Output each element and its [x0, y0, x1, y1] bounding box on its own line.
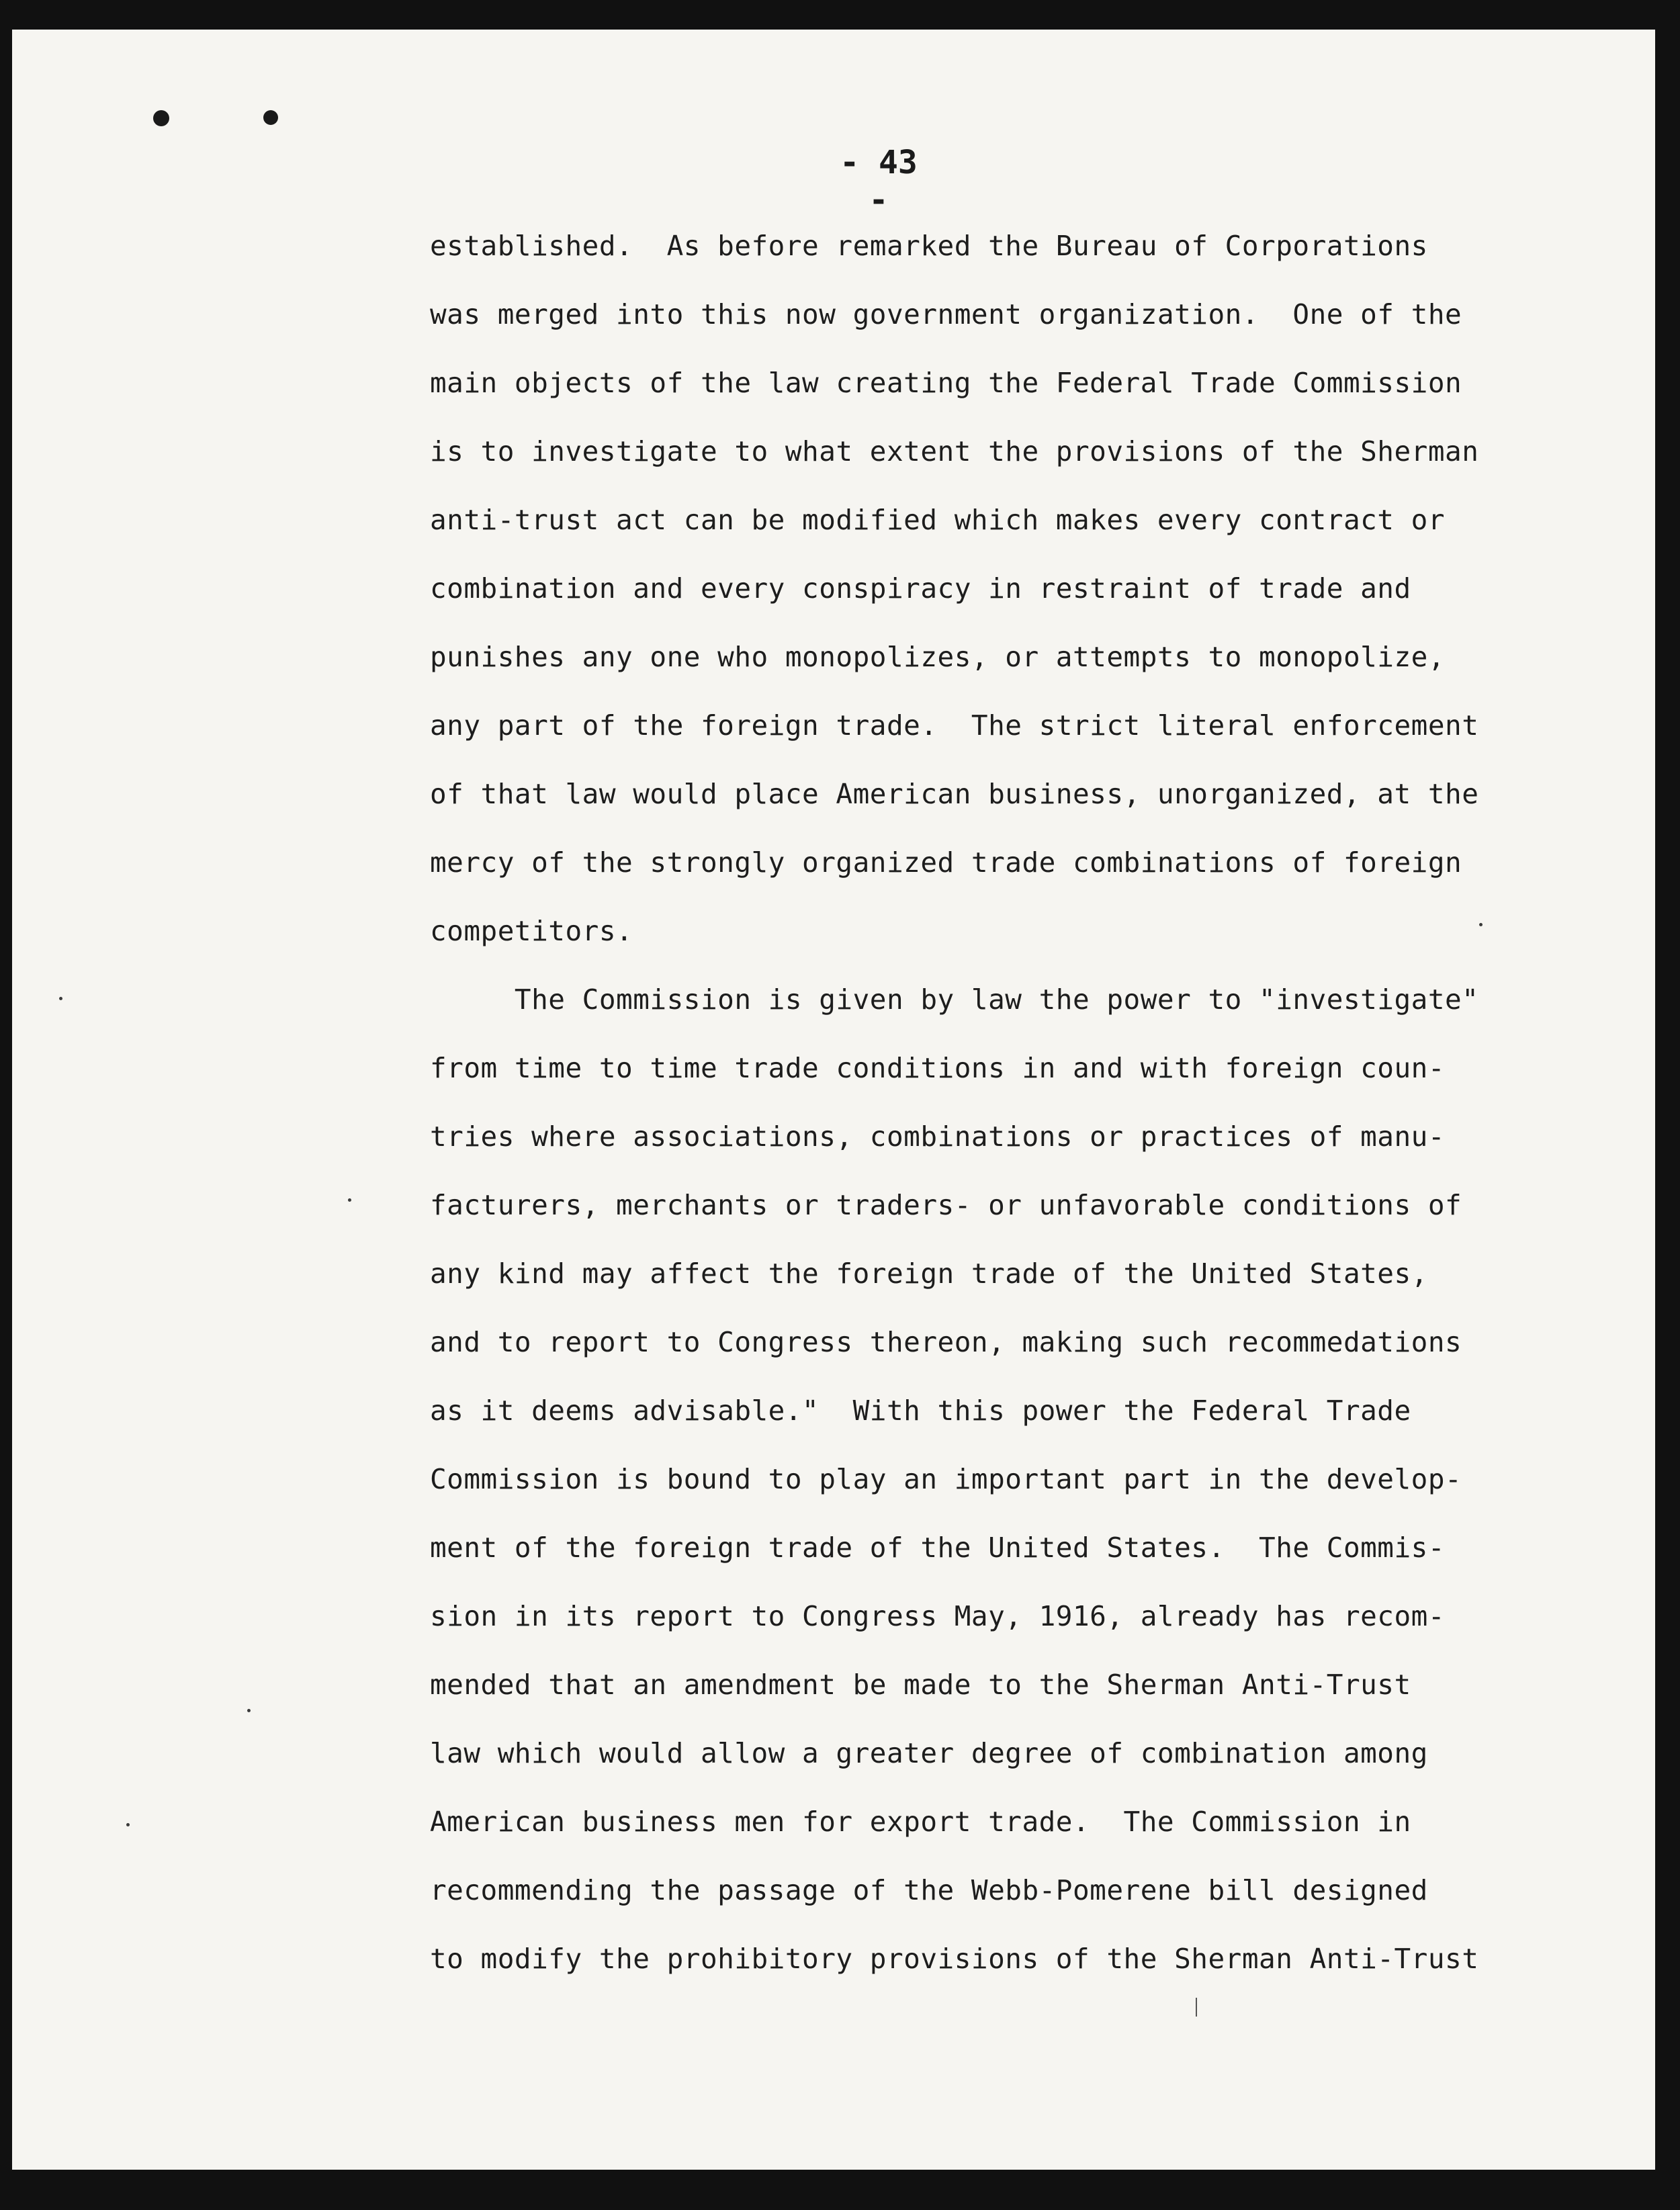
- scan-speck: [126, 1823, 130, 1826]
- text-line: The Commission is given by law the power to "investigate": [430, 983, 1479, 1016]
- scan-speck: [59, 997, 62, 1000]
- text-line: and to report to Congress thereon, making such recommedations: [430, 1326, 1462, 1358]
- scan-speck: [1479, 923, 1483, 926]
- text-line: from time to time trade conditions in and with foreign coun-: [430, 1052, 1446, 1084]
- text-line: to modify the prohibitory provisions of the Sherman Anti-Trust: [430, 1943, 1479, 1975]
- text-line: mended that an amendment be made to the Sherman Anti-Trust: [430, 1669, 1411, 1701]
- text-line: main objects of the law creating the Federal Trade Commission: [430, 367, 1462, 399]
- text-line: of that law would place American business, unorganized, at the: [430, 778, 1479, 810]
- document-page: [12, 30, 1655, 2170]
- text-line: any kind may affect the foreign trade of the United States,: [430, 1257, 1428, 1290]
- text-line: was merged into this now government organization. One of the: [430, 298, 1462, 330]
- scan-mark: [1196, 1998, 1197, 2017]
- scan-speck: [247, 1709, 251, 1712]
- punch-hole-right: [263, 110, 278, 125]
- text-line: combination and every conspiracy in restraint of trade and: [430, 572, 1411, 605]
- page-number: - 43 -: [840, 144, 918, 219]
- text-line: facturers, merchants or traders- or unfavorable conditions of: [430, 1189, 1462, 1221]
- scan-speck: [348, 1198, 351, 1202]
- text-line: any part of the foreign trade. The strict literal enforcement: [430, 709, 1479, 742]
- text-line: established. As before remarked the Bureau of Corporations: [430, 230, 1428, 262]
- text-line: American business men for export trade. The Commission in: [430, 1806, 1411, 1838]
- text-line: ment of the foreign trade of the United States. The Commis-: [430, 1532, 1446, 1564]
- text-line: mercy of the strongly organized trade combinations of foreign: [430, 846, 1462, 879]
- text-line: tries where associations, combinations or practices of manu-: [430, 1120, 1446, 1153]
- text-line: law which would allow a greater degree of combination among: [430, 1737, 1428, 1769]
- text-line: recommending the passage of the Webb-Pomerene bill designed: [430, 1874, 1428, 1906]
- text-line: anti-trust act can be modified which makes every contract or: [430, 504, 1446, 536]
- text-line: sion in its report to Congress May, 1916, already has recom-: [430, 1600, 1446, 1632]
- text-line: competitors.: [430, 915, 633, 947]
- text-line: Commission is bound to play an important part in the develop-: [430, 1463, 1462, 1495]
- text-line: is to investigate to what extent the provisions of the Sherman: [430, 435, 1479, 468]
- text-line: punishes any one who monopolizes, or attempts to monopolize,: [430, 641, 1446, 673]
- punch-hole-left: [153, 110, 169, 126]
- text-line: as it deems advisable." With this power the Federal Trade: [430, 1395, 1411, 1427]
